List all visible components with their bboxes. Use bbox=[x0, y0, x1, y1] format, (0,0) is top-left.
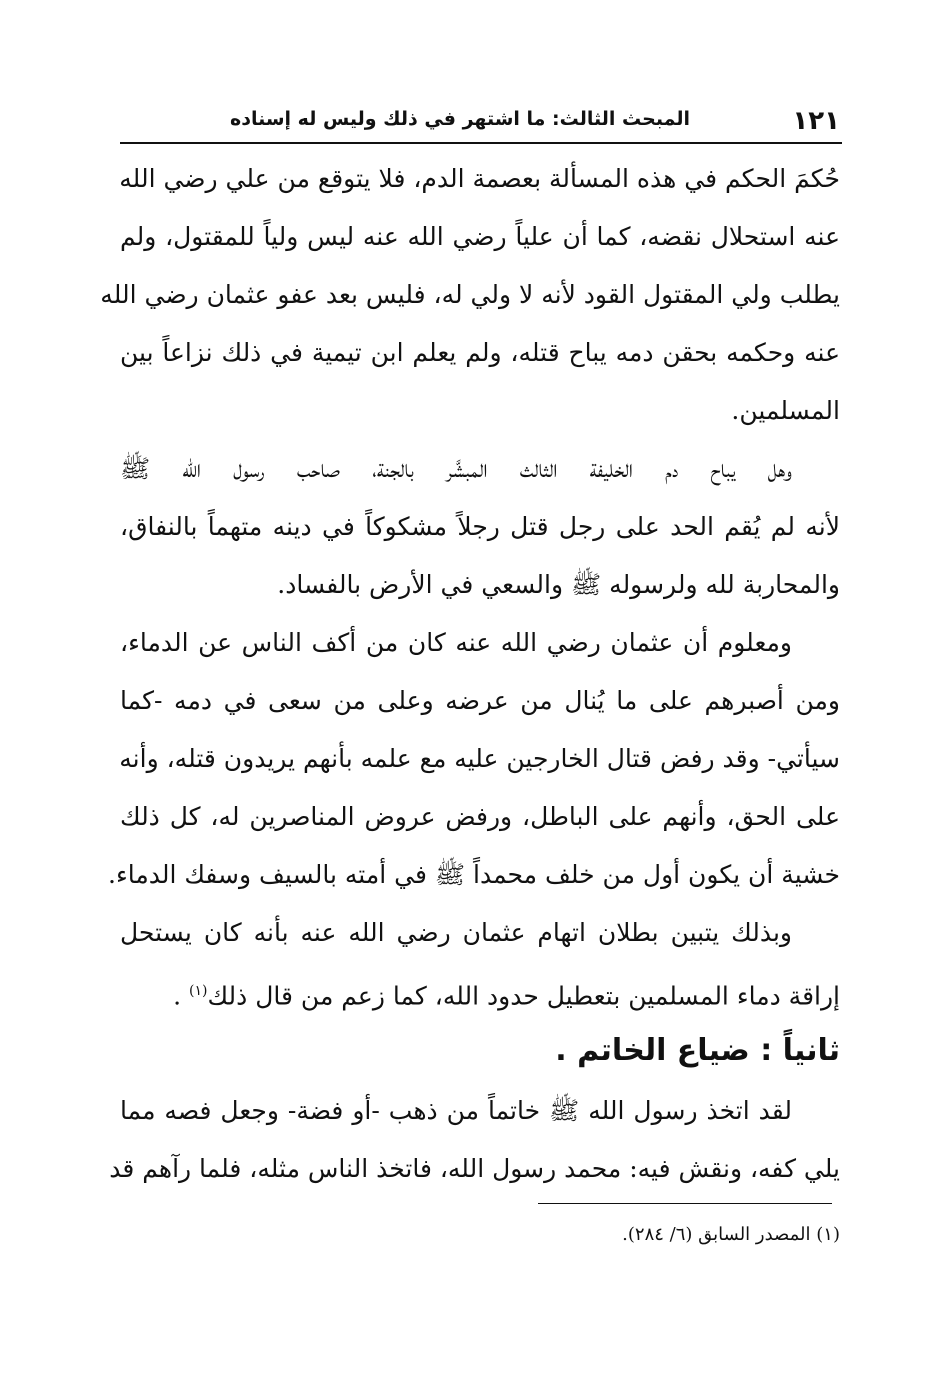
text-line-content: إراقة دماء المسلمين بتعطيل حدود الله، كما زعم من قال ذلك bbox=[207, 981, 840, 1011]
text-line: يلي كفه، ونقش فيه: محمد رسول الله، فاتخذ الناس مثله، فلما رآهم قد bbox=[109, 1154, 840, 1183]
footnote-reference[interactable]: (١) bbox=[189, 983, 208, 999]
text-line: وبذلك يتبين بطلان اتهام عثمان رضي الله عنه بأنه كان يستحل bbox=[120, 918, 792, 947]
text-line: خشية أن يكون أول من خلف محمداً ﷺ في أمته بالسيف وسفك الدماء. bbox=[108, 860, 840, 889]
text-line: المسلمين. bbox=[731, 396, 840, 425]
running-header bbox=[120, 106, 840, 140]
text-line: حُكمَ الحكم في هذه المسألة بعصمة الدم، فلا يتوقع من علي رضي الله bbox=[119, 164, 840, 193]
header-rule bbox=[120, 142, 842, 144]
text-line: ومعلوم أن عثمان رضي الله عنه كان من أكف الناس عن الدماء، bbox=[120, 628, 792, 657]
footnote-rule bbox=[538, 1203, 832, 1204]
section-heading: ثانياً : ضياع الخاتم . bbox=[555, 1033, 840, 1068]
text-line: سيأتي- وقد رفض قتال الخارجين عليه مع علمه بأنهم يريدون قتله، وأنه bbox=[119, 744, 840, 773]
text-line: لقد اتخذ رسول الله ﷺ خاتماً من ذهب -أو فضة- وجعل فصه مما bbox=[120, 1096, 792, 1125]
running-title: المبحث الثالث: ما اشتهر في ذلك وليس له إسناده bbox=[230, 108, 690, 130]
text-line: عنه وحكمه بحقن دمه يباح قتله، ولم يعلم ابن تيمية في ذلك نزاعاً بين bbox=[120, 338, 840, 367]
text-line: عنه استحلال نقضه، كما أن علياً رضي الله عنه ليس ولياً للمقتول، ولم bbox=[120, 222, 840, 251]
text-line: على الحق، وأنهم على الباطل، ورفض عروض المناصرين له، كل ذلك bbox=[120, 802, 840, 831]
text-line: ومن أصبرهم على ما يُنال من عرضه وعلى من سعى في دمه -كما bbox=[120, 686, 840, 715]
text-line: والمحاربة لله ولرسوله ﷺ والسعي في الأرض بالفساد. bbox=[277, 570, 840, 599]
page-number: ١٢١ bbox=[792, 106, 840, 136]
text-line bbox=[120, 962, 840, 1020]
main-text bbox=[100, 150, 840, 1198]
text-line: وهل يباح دم الخليفة الثالث المبشَّر بالجنة، صاحب رسول الله ﷺ bbox=[120, 454, 792, 483]
text-line: يطلب ولي المقتول القود لأنه لا ولي له، فليس بعد عفو عثمان رضي الله bbox=[100, 280, 840, 309]
text-line: لأنه لم يُقم الحد على رجل قتل رجلاً مشكوكاً في دينه متهماً بالنفاق، bbox=[120, 512, 840, 541]
line-end: . bbox=[173, 981, 189, 1011]
footnote: (١) المصدر السابق (٦/ ٢٨٤). bbox=[622, 1224, 840, 1245]
